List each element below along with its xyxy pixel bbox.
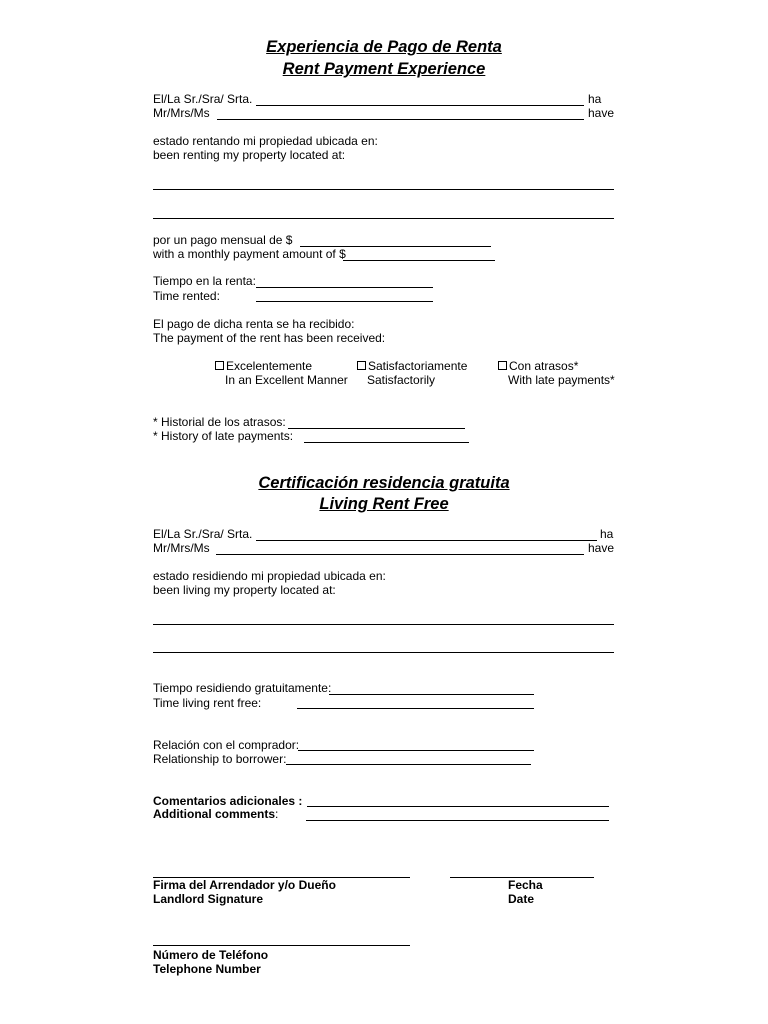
s2-name-label-en: Mr/Mrs/Ms [153, 541, 210, 555]
option-label-es: Excelentemente [226, 359, 313, 373]
s1-name-suffix-es: ha [588, 92, 602, 106]
s1-payment-label-es: por un pago mensual de $ [153, 233, 293, 247]
s1-name-field-es[interactable] [256, 105, 584, 106]
s1-address-label-es: estado rentando mi propiedad ubicada en: [153, 134, 378, 148]
s2-relation-field-es[interactable] [298, 750, 534, 751]
option-satisfactory[interactable] [357, 359, 467, 373]
phone-label-en: Telephone Number [153, 962, 261, 976]
s1-time-field-en[interactable] [256, 301, 433, 302]
phone-field[interactable] [153, 945, 410, 946]
s2-relation-label-es: Relación con el comprador: [153, 738, 300, 752]
s1-time-field-es[interactable] [256, 287, 433, 288]
s2-relation-label-en: Relationship to borrower: [153, 752, 287, 766]
s1-name-label-en: Mr/Mrs/Ms [153, 106, 210, 120]
landlord-label-es: Firma del Arrendador y/o Dueño [153, 878, 336, 892]
s2-comments-colon: : [275, 807, 279, 821]
s1-name-label-es: El/La Sr./Sra/ Srta. [153, 92, 253, 106]
s1-payment-label-en: with a monthly payment amount of $ [153, 247, 346, 261]
s2-name-suffix-en: have [588, 541, 615, 555]
s2-time-label-es: Tiempo residiendo gratuitamente: [153, 681, 332, 695]
landlord-label-en: Landlord Signature [153, 892, 264, 906]
s2-comments-label-es: Comentarios adicionales : [153, 794, 303, 808]
s1-received-label-es: El pago de dicha renta se ha recibido: [153, 317, 355, 331]
s1-received-label-en: The payment of the rent has been received: [153, 331, 386, 345]
s1-name-suffix-en: have [588, 106, 615, 120]
checkbox-icon[interactable] [498, 361, 507, 370]
s2-address-label-es: estado residiendo mi propiedad ubicada en: [153, 569, 386, 583]
section1-title-en: Rent Payment Experience [282, 60, 486, 78]
s1-address-field-2[interactable] [153, 218, 614, 219]
s2-comments-field-1[interactable] [307, 806, 609, 807]
s2-comments-field-2[interactable] [306, 820, 609, 821]
section2-title-es: Certificación residencia gratuita [258, 474, 510, 492]
s2-name-field-en[interactable] [216, 554, 584, 555]
option-excellent[interactable] [215, 359, 312, 373]
s2-time-label-en: Time living rent free: [153, 696, 262, 710]
checkbox-icon[interactable] [357, 361, 366, 370]
s2-time-field-es[interactable] [329, 694, 534, 695]
s2-comments-label-en: Additional comments [153, 807, 276, 821]
s2-time-field-en[interactable] [297, 708, 534, 709]
s1-address-field-1[interactable] [153, 189, 614, 190]
s2-address-label-en: been living my property located at: [153, 583, 336, 597]
s1-address-label-en: been renting my property located at: [153, 148, 346, 162]
s1-late-label-es: * Historial de los atrasos: [153, 415, 286, 429]
s1-late-field-en[interactable] [304, 442, 469, 443]
s1-time-label-en: Time rented: [153, 289, 220, 303]
s2-address-field-1[interactable] [153, 624, 614, 625]
s2-name-field-es[interactable] [256, 540, 597, 541]
s2-comments-label-en-wrap [153, 807, 278, 821]
option-late-en: With late payments* [508, 373, 615, 387]
s1-late-label-en: * History of late payments: [153, 429, 294, 443]
phone-label-es: Número de Teléfono [153, 948, 269, 962]
option-excellent-en: In an Excellent Manner [225, 373, 348, 387]
option-label-es: Satisfactoriamente [368, 359, 468, 373]
option-late[interactable] [498, 359, 578, 373]
s2-name-label-es: El/La Sr./Sra/ Srta. [153, 527, 253, 541]
section1-title-es: Experiencia de Pago de Renta [266, 38, 502, 56]
date-label-en: Date [508, 892, 535, 906]
checkbox-icon[interactable] [215, 361, 224, 370]
s1-time-label-es: Tiempo en la renta: [153, 274, 256, 288]
section2-title-en: Living Rent Free [319, 495, 449, 513]
date-label-es: Fecha [508, 878, 543, 892]
s2-name-suffix-es: ha [600, 527, 614, 541]
s1-name-field-en[interactable] [217, 119, 584, 120]
option-satisfactory-en: Satisfactorily [367, 373, 436, 387]
s1-payment-field-en[interactable] [343, 260, 495, 261]
s2-relation-field-en[interactable] [286, 764, 531, 765]
s2-address-field-2[interactable] [153, 652, 614, 653]
s1-late-field-es[interactable] [288, 428, 465, 429]
option-label-es: Con atrasos* [509, 359, 579, 373]
